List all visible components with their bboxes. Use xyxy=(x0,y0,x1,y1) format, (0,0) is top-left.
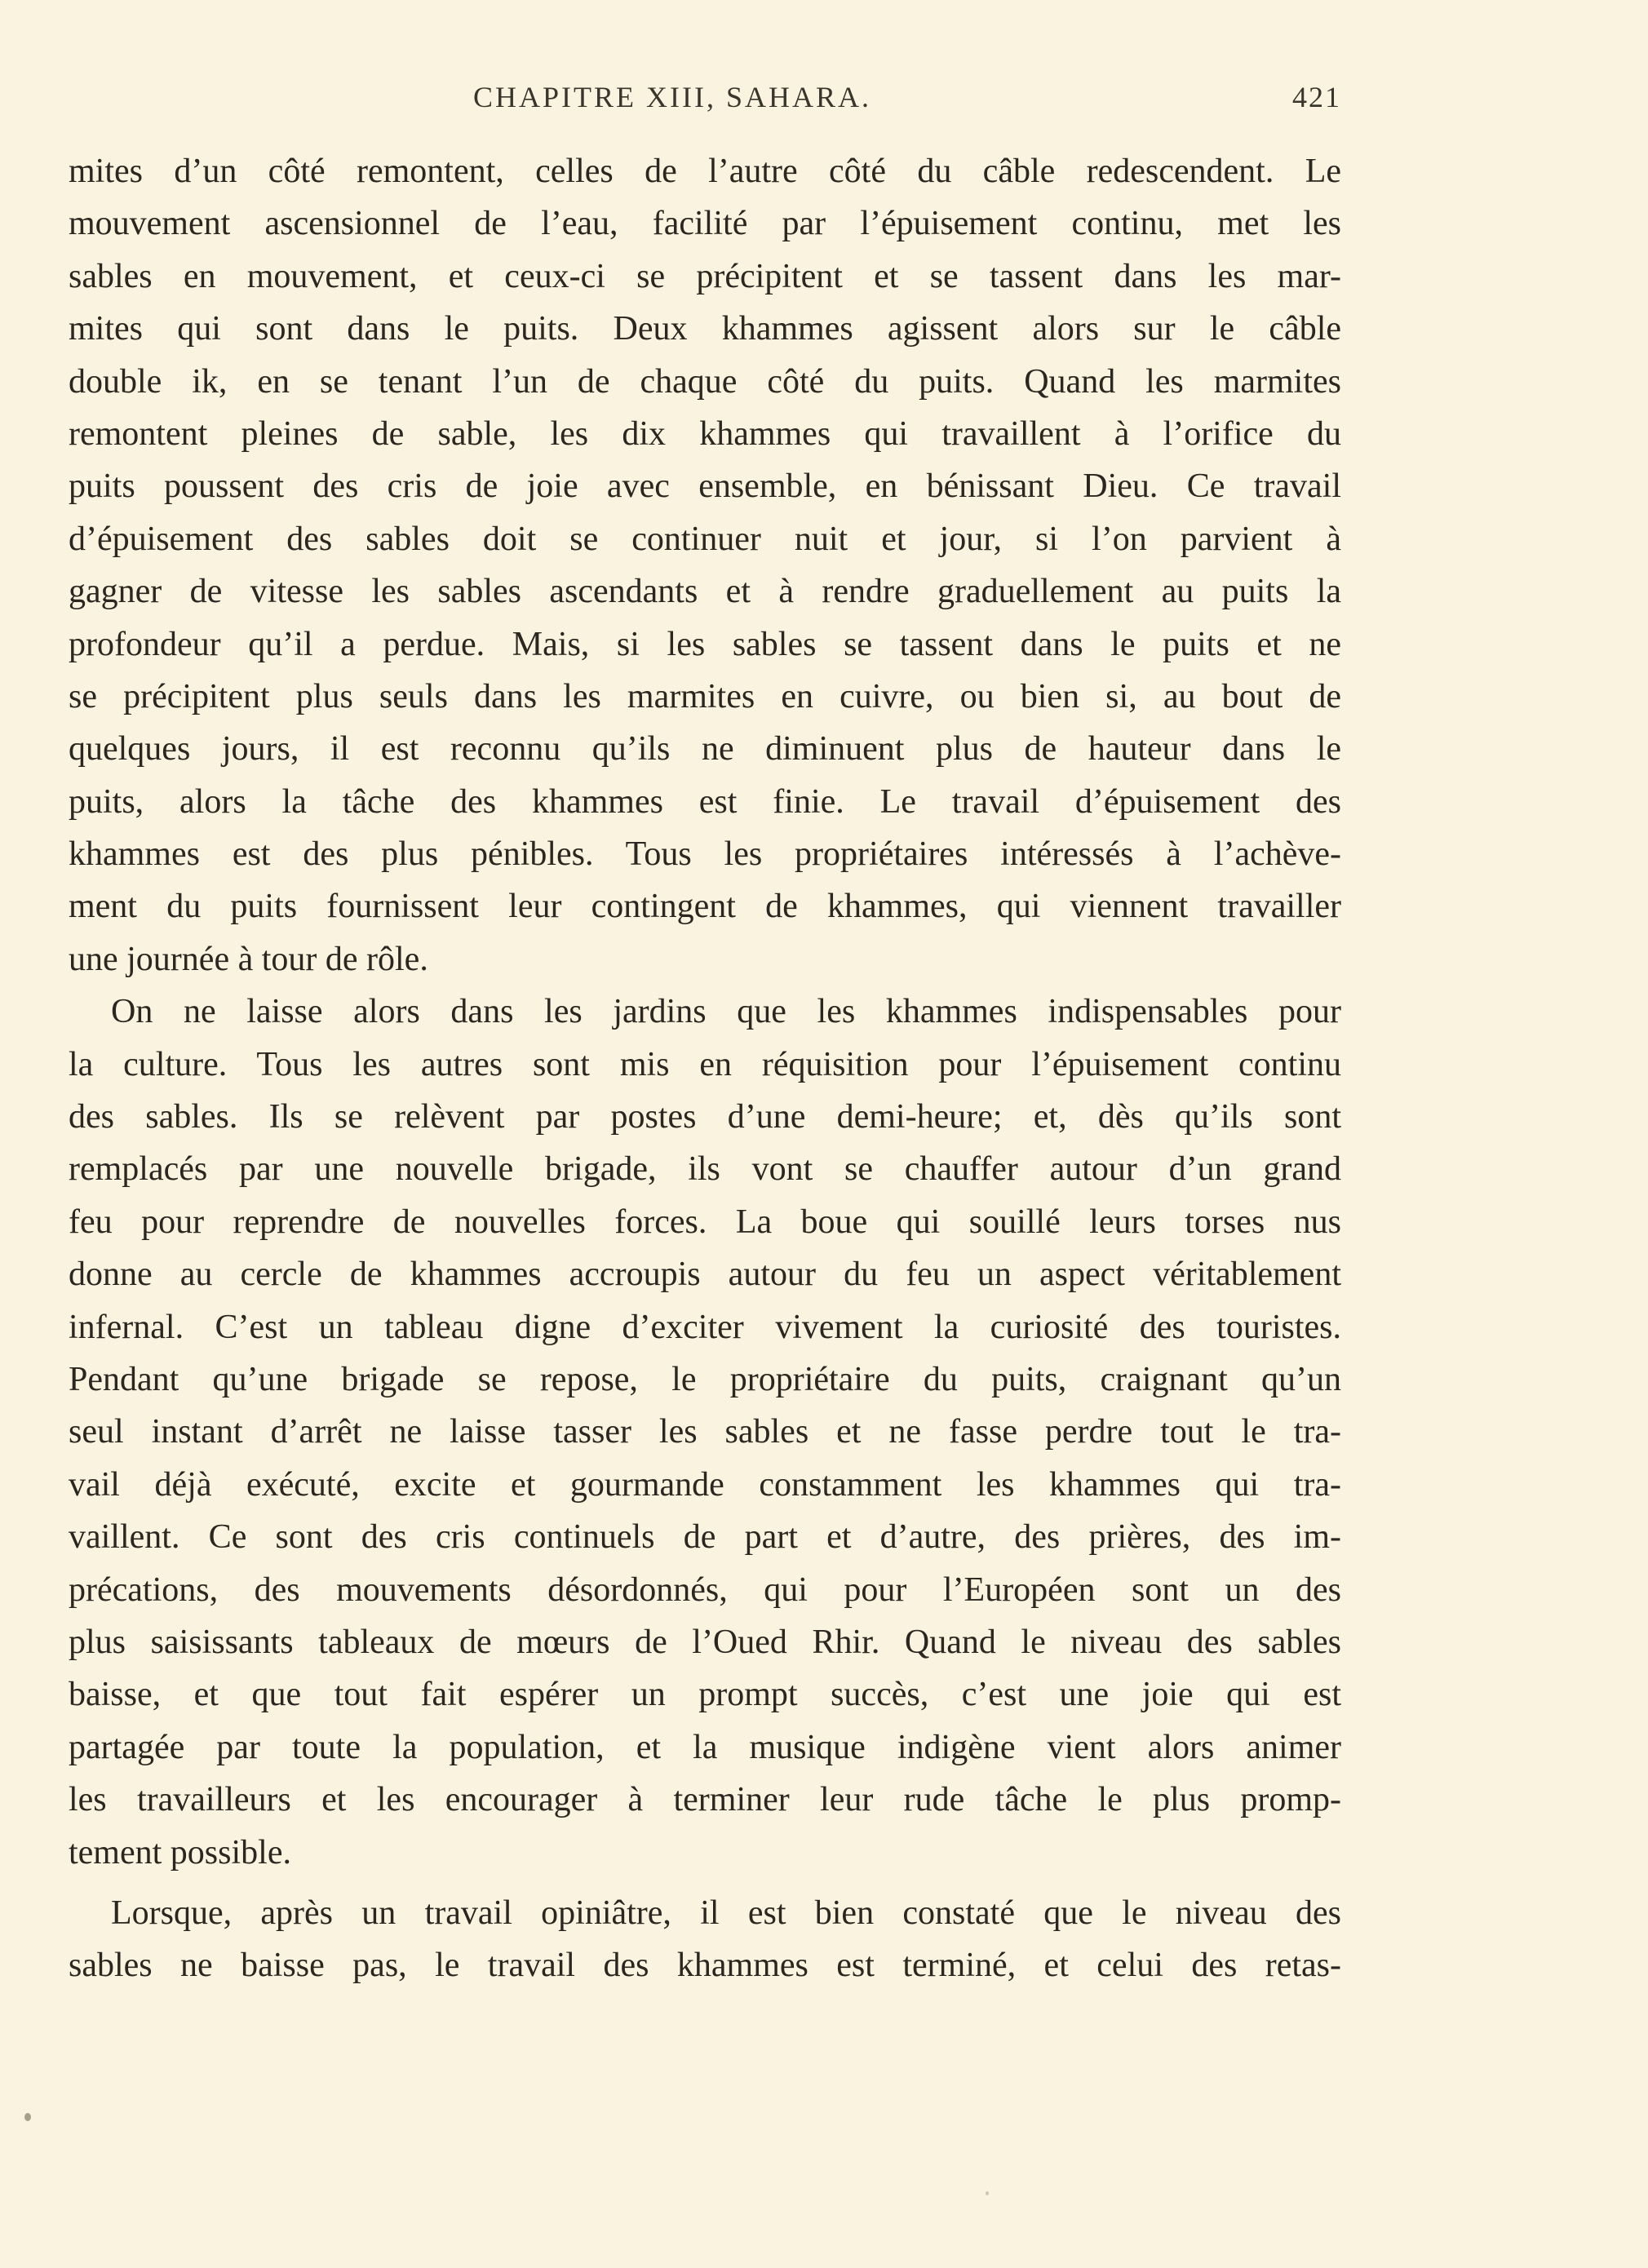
text-line: donne au cercle de khammes accroupis autour du feu un aspect véritablement xyxy=(69,1256,1341,1294)
text-line: mites d’un côté remontent, celles de l’autre côté du câble redescendent. Le xyxy=(69,153,1341,190)
paper-speck xyxy=(24,2113,31,2121)
text-line: précations, des mouvements désordonnés, qui pour l’Européen sont un des xyxy=(69,1570,1341,1609)
chapter-title: CHAPITRE XIII, SAHARA. xyxy=(473,81,871,113)
text-line: khammes est des plus pénibles. Tous les propriétaires intéressés à l’achève- xyxy=(69,835,1341,874)
text-line: mites qui sont dans le puits. Deux khammes agissent alors sur le câble xyxy=(69,310,1341,348)
text-line: Lorsque, après un travail opiniâtre, il est bien constaté que le niveau des xyxy=(111,1894,1341,1932)
text-line: remontent pleines de sable, les dix khammes qui travaillent à l’orifice du xyxy=(69,414,1341,453)
running-header xyxy=(69,80,1341,129)
text-line: Pendant qu’une brigade se repose, le propriétaire du puits, craignant qu’un xyxy=(69,1360,1341,1398)
text-line: On ne laisse alors dans les jardins que les khammes indispensables pour xyxy=(111,993,1341,1031)
text-line: plus saisissants tableaux de mœurs de l’Oued Rhir. Quand le niveau des sables xyxy=(69,1623,1341,1661)
text-line: vail déjà exécuté, excite et gourmande constamment les khammes qui tra- xyxy=(69,1465,1341,1504)
text-line: sables ne baisse pas, le travail des khammes est terminé, et celui des retas- xyxy=(69,1947,1341,1985)
text-line: feu pour reprendre de nouvelles forces. La boue qui souillé leurs torses nus xyxy=(69,1203,1341,1241)
text-line: puits, alors la tâche des khammes est finie. Le travail d’épuisement des xyxy=(69,782,1341,821)
text-line: double ik, en se tenant l’un de chaque côté du puits. Quand les marmites xyxy=(69,362,1341,401)
text-line: d’épuisement des sables doit se continuer nuit et jour, si l’on parvient à xyxy=(69,520,1341,558)
text-line: les travailleurs et les encourager à terminer leur rude tâche le plus promp- xyxy=(69,1781,1341,1819)
paper-speck xyxy=(986,2191,989,2195)
text-line: gagner de vitesse les sables ascendants et à rendre graduellement au puits la xyxy=(69,573,1341,611)
text-line: infernal. C’est un tableau digne d’exciter vivement la curiosité des touristes. xyxy=(69,1308,1341,1346)
text-line: puits poussent des cris de joie avec ensemble, en bénissant Dieu. Ce travail xyxy=(69,467,1341,506)
text-line: mouvement ascensionnel de l’eau, facilité par l’épuisement continu, met les xyxy=(69,205,1341,243)
text-line: la culture. Tous les autres sont mis en réquisition pour l’épuisement continu xyxy=(69,1045,1341,1083)
text-line: sables en mouvement, et ceux-ci se précipitent et se tassent dans les mar- xyxy=(69,257,1341,295)
page-number: 421 xyxy=(1292,81,1341,113)
text-line: vaillent. Ce sont des cris continuels de part et d’autre, des prières, des im- xyxy=(69,1518,1341,1557)
text-line: partagée par toute la population, et la musique indigène vient alors animer xyxy=(69,1728,1341,1766)
text-line: ment du puits fournissent leur contingent de khammes, qui viennent travailler xyxy=(69,888,1341,926)
text-line: des sables. Ils se relèvent par postes d’une demi-heure; et, dès qu’ils sont xyxy=(69,1098,1341,1136)
text-line: remplacés par une nouvelle brigade, ils vont se chauffer autour d’un grand xyxy=(69,1150,1341,1189)
text-line: seul instant d’arrêt ne laisse tasser les sables et ne fasse perdre tout le tra- xyxy=(69,1413,1341,1451)
text-line: quelques jours, il est reconnu qu’ils ne diminuent plus de hauteur dans le xyxy=(69,730,1341,769)
text-line: profondeur qu’il a perdue. Mais, si les sables se tassent dans le puits et ne xyxy=(69,625,1341,663)
text-line: une journée à tour de rôle. xyxy=(69,940,428,978)
text-line: se précipitent plus seuls dans les marmites en cuivre, ou bien si, au bout de xyxy=(69,677,1341,715)
text-line: tement possible. xyxy=(69,1833,291,1872)
body-text xyxy=(69,145,1341,1992)
text-line: baisse, et que tout fait espérer un prompt succès, c’est une joie qui est xyxy=(69,1676,1341,1714)
